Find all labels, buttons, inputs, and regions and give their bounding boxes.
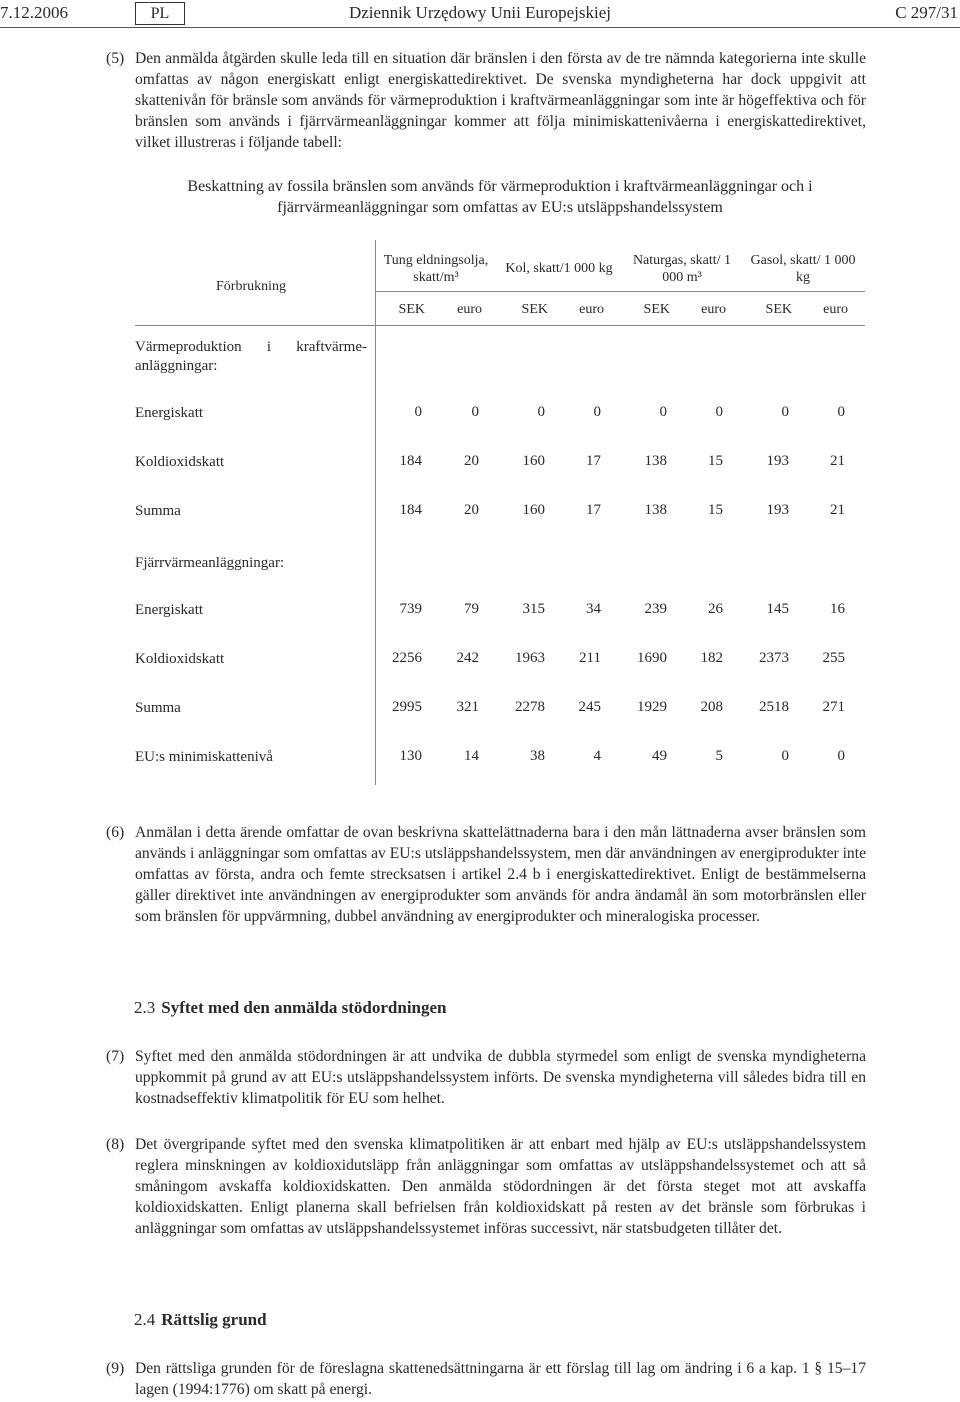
table-cell: 0 xyxy=(471,404,479,420)
paragraph-8 xyxy=(106,1134,866,1239)
unit-header: SEK xyxy=(765,302,792,317)
section-heading xyxy=(134,1310,267,1330)
paragraph-text: Det övergripande syftet med den svenska klimatpolitiken är att enbart med hjälp av EU:s utsläppshandelssystem reglera minskningen av koldioxidutsläpp från anläggningar som omfattas av utsläppshandelssystemet och att så småningom avskaffa koldioxidskatten. Den anmälda stödordningen är det första steget mot att avskaffa koldioxidskatten. Enligt planerna skall befrielsen från koldioxidskatt på resten av det bränsle som förbrukas i anläggningar som omfattas av utsläppshandelssystemet införas successivt, när statsbudgeten tillåter det. xyxy=(135,1136,866,1237)
unit-header: euro xyxy=(579,302,604,317)
table-cell: 16 xyxy=(830,601,845,617)
paragraph-7 xyxy=(106,1046,866,1109)
table-cell: 271 xyxy=(822,699,845,715)
table-cell: 0 xyxy=(715,404,723,420)
table-cell: 0 xyxy=(781,404,789,420)
fuel-header: Tung eldningsolja, skatt/m³ xyxy=(383,253,489,285)
table-cell: 2278 xyxy=(515,699,545,715)
table-cell: 4 xyxy=(593,748,601,764)
paragraph-text: Syftet med den anmälda stödordningen är att undvika de dubbla styrmedel som enligt de svenska myndigheterna uppkommit på grund av att EU:s utsläppshandelssystem införts. De svenska myndigheterna vill således bidra till en kostnadseffektiv klimatpolitik för EU som helhet. xyxy=(135,1048,866,1107)
unit-header: euro xyxy=(823,302,848,317)
table-cell: 21 xyxy=(830,502,845,518)
table-cell: 184 xyxy=(399,502,422,518)
row-label: Summa xyxy=(135,503,181,519)
table-cell: 184 xyxy=(399,453,422,469)
table-cell: 5 xyxy=(715,748,723,764)
row-label: Koldioxidskatt xyxy=(135,651,225,667)
fuel-header: Gasol, skatt/ 1 000 kg xyxy=(750,253,856,285)
table-cell: 138 xyxy=(644,453,667,469)
table-cell: 208 xyxy=(700,699,723,715)
table-cell: 2995 xyxy=(392,699,422,715)
table-cell: 1963 xyxy=(515,650,545,666)
paragraph-5 xyxy=(106,48,866,153)
table-cell: 193 xyxy=(766,502,789,518)
publication-date: 7.12.2006 xyxy=(0,3,68,22)
table-cell: 255 xyxy=(822,650,845,666)
table-cell: 0 xyxy=(781,748,789,764)
table-cell: 130 xyxy=(399,748,422,764)
section-title: Syftet med den anmälda stödordningen xyxy=(161,998,447,1017)
table-cell: 1690 xyxy=(637,650,667,666)
paragraph-number: (8) xyxy=(106,1136,125,1153)
table-cell: 0 xyxy=(414,404,422,420)
table-cell: 0 xyxy=(537,404,545,420)
group-label: Fjärrvärmeanläggningar: xyxy=(135,555,285,571)
section-number: 2.3 xyxy=(134,998,156,1017)
table-cell: 315 xyxy=(522,601,545,617)
table-cell: 739 xyxy=(399,601,422,617)
table-cell: 26 xyxy=(708,601,723,617)
table-cell: 2256 xyxy=(392,650,422,666)
row-label: Koldioxidskatt xyxy=(135,454,225,470)
paragraph-number: (9) xyxy=(106,1360,125,1377)
row-label: Energiskatt xyxy=(135,405,204,421)
unit-header: SEK xyxy=(398,302,425,317)
table-cell: 239 xyxy=(644,601,667,617)
section-heading xyxy=(134,998,447,1018)
table-cell: 17 xyxy=(586,502,601,518)
table-cell: 17 xyxy=(586,453,601,469)
table-cell: 245 xyxy=(578,699,601,715)
table-cell: 211 xyxy=(579,650,601,666)
group-label-text: Värmeproduktion i kraftvärmeanläggningar: xyxy=(135,339,367,374)
paragraph-number: (6) xyxy=(106,824,125,841)
caption-line-1: Beskattning av fossila bränslen som används för värmeproduktion i kraftvärmeanläggningar och i xyxy=(187,178,813,195)
page-number: C 297/31 xyxy=(895,3,958,22)
unit-header: SEK xyxy=(521,302,548,317)
table-cell: 0 xyxy=(837,404,845,420)
table-cell: 79 xyxy=(464,601,479,617)
unit-header: euro xyxy=(457,302,482,317)
paragraph-text: Den anmälda åtgärden skulle leda till en situation där bränslen i den första av de tre nämnda kategorierna inte skulle omfattas av någon energiskatt enligt energiskattedirektivet. De svenska myndigheterna har dock uppgivit att skattenivån för bränsle som används för värmeproduktion i kraftvärmeanläggningar som inte är högeffektiva och för bränslen som används i fjärrvärmeanläggningar kommer att följa minimiskattenivåerna i energiskattedirektivet, vilket illustreras i följande tabell: xyxy=(135,50,866,151)
stub-header: Förbrukning xyxy=(216,279,286,294)
table-cell: 193 xyxy=(766,453,789,469)
table-cell: 321 xyxy=(456,699,479,715)
table-rule xyxy=(135,325,865,326)
table-cell: 0 xyxy=(837,748,845,764)
table-cell: 2518 xyxy=(759,699,789,715)
table-cell: 0 xyxy=(659,404,667,420)
journal-title: Dziennik Urzędowy Unii Europejskiej xyxy=(348,3,611,22)
page-header xyxy=(0,2,960,26)
paragraph-6 xyxy=(106,822,866,927)
unit-header: euro xyxy=(701,302,726,317)
table-divider xyxy=(375,240,376,785)
paragraph-text: Anmälan i detta ärende omfattar de ovan beskrivna skattelättnaderna bara i den mån lättnaderna avser bränslen som används i anläggningar som omfattas av EU:s utsläppshandelssystem, men där användningen av energiprodukter inte omfattas av första, andra och femte strecksatsen i artikel 2.4 b i energiskattedirektivet. Enligt de bestämmelserna gäller direktivet inte användningen av energiprodukter som används för andra ändamål än som motorbränslen eller som bränslen för uppvärmning, dubbel användning av energiprodukter och mineralogiska processer. xyxy=(135,824,866,925)
table-cell: 182 xyxy=(700,650,723,666)
table-cell: 160 xyxy=(522,502,545,518)
table-cell: 20 xyxy=(464,502,479,518)
table-cell: 2373 xyxy=(759,650,789,666)
row-label: EU:s minimiskattenivå xyxy=(135,749,273,765)
group-label xyxy=(135,338,367,376)
table-cell: 242 xyxy=(456,650,479,666)
table-cell: 20 xyxy=(464,453,479,469)
section-number: 2.4 xyxy=(134,1310,156,1329)
table-cell: 21 xyxy=(830,453,845,469)
row-label: Energiskatt xyxy=(135,602,204,618)
table-cell: 138 xyxy=(644,502,667,518)
table-cell: 1929 xyxy=(637,699,667,715)
tax-table xyxy=(135,240,865,785)
section-title: Rättslig grund xyxy=(161,1310,267,1329)
table-cell: 145 xyxy=(766,601,789,617)
table-cell: 0 xyxy=(593,404,601,420)
table-caption xyxy=(134,176,866,218)
table-cell: 15 xyxy=(708,453,723,469)
table-rule xyxy=(375,291,865,292)
table-cell: 15 xyxy=(708,502,723,518)
paragraph-9 xyxy=(106,1358,866,1400)
header-rule xyxy=(0,27,960,28)
unit-header: SEK xyxy=(643,302,670,317)
table-cell: 160 xyxy=(522,453,545,469)
table-cell: 38 xyxy=(530,748,545,764)
table-cell: 49 xyxy=(652,748,667,764)
caption-line-2: fjärrvärmeanläggningar som omfattas av EU:s utsläppshandelssystem xyxy=(277,199,723,216)
paragraph-number: (5) xyxy=(106,50,125,67)
fuel-header: Naturgas, skatt/ 1 000 m³ xyxy=(632,253,732,285)
paragraph-number: (7) xyxy=(106,1048,125,1065)
language-box: PL xyxy=(135,2,185,25)
fuel-header: Kol, skatt/1 000 kg xyxy=(505,261,613,276)
row-label: Summa xyxy=(135,700,181,716)
paragraph-text: Den rättsliga grunden för de föreslagna skattenedsättningarna är ett förslag till lag om ändring i 6 a kap. 1 § 15–17 lagen (1994:1776) om skatt på energi. xyxy=(135,1360,866,1398)
table-cell: 14 xyxy=(464,748,479,764)
table-cell: 34 xyxy=(586,601,601,617)
